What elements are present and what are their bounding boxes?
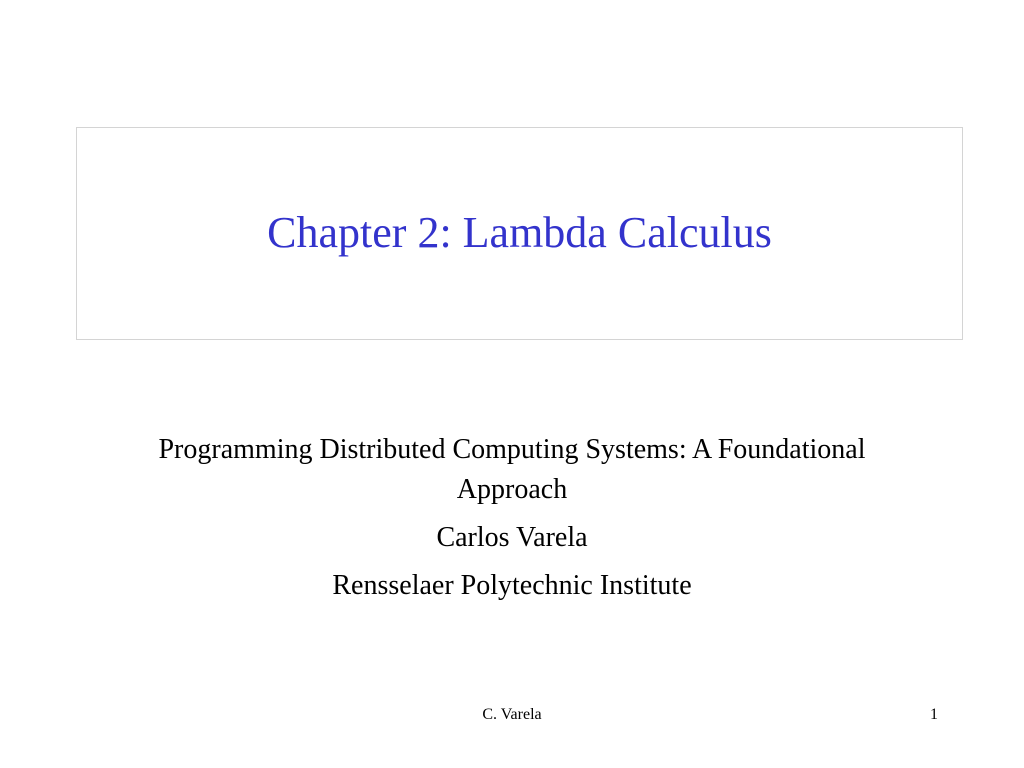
slide-title: Chapter 2: Lambda Calculus [267,208,772,258]
course-title: Programming Distributed Computing Systems: A Foundational Approach [158,434,866,505]
title-box [76,127,963,340]
page-number: 1 [930,706,938,723]
author-name: Carlos Varela [436,522,588,553]
institution-name: Rensselaer Polytechnic Institute [332,570,692,601]
subtitle-block [150,430,874,614]
footer-author: C. Varela [482,706,542,723]
